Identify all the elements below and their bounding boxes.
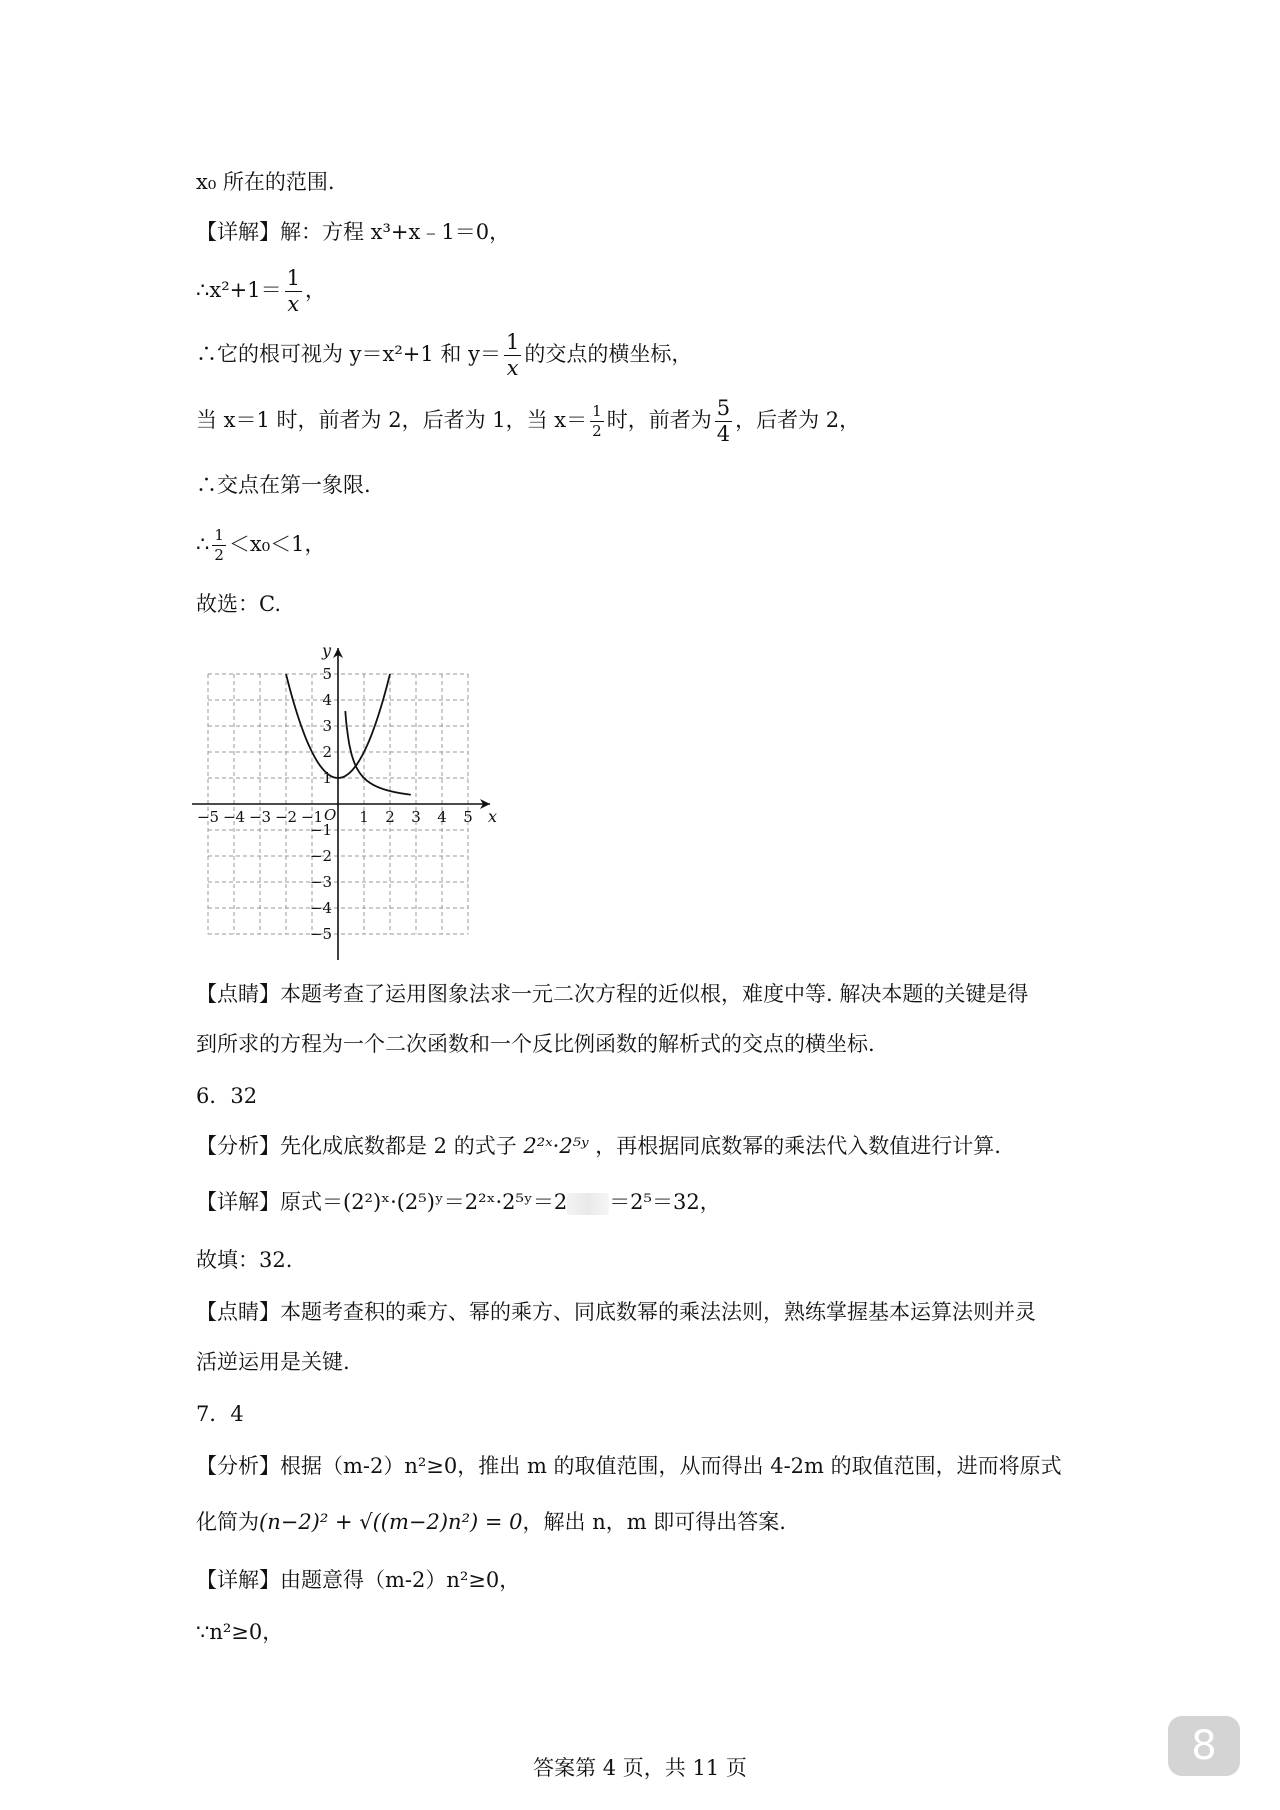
text-line bbox=[196, 1512, 786, 1533]
fraction: $\frac{5}{4}$ bbox=[716, 396, 731, 446]
text-span: ∴它的根可视为 y＝x²+1 和 y＝ bbox=[196, 342, 501, 366]
text-line: 活逆运用是关键. bbox=[196, 1350, 350, 1374]
x-tick-label: 1 bbox=[359, 808, 369, 826]
text-line: 7．4 bbox=[196, 1402, 244, 1426]
text-line bbox=[196, 268, 326, 315]
text-line: 故填：32. bbox=[196, 1248, 293, 1272]
y-tick-label: 2 bbox=[322, 743, 332, 761]
math-expression: (2²)ˣ·(2⁵)ʸ＝2²ˣ·2⁵ʸ＝2 bbox=[343, 1190, 568, 1214]
text-line: 【点睛】本题考查积的乘方、幂的乘方、同底数幂的乘法法则，熟练掌握基本运算法则并灵 bbox=[196, 1300, 1036, 1324]
fraction: $\frac{1}{2}$ bbox=[592, 402, 602, 440]
y-tick-label: −2 bbox=[309, 847, 332, 865]
text-line: 【分析】根据（m-2）n²≥0，推出 m 的取值范围，从而得出 4-2m 的取值范围，进而将原式 bbox=[196, 1454, 1062, 1478]
text-line: 到所求的方程为一个二次函数和一个反比例函数的解析式的交点的横坐标. bbox=[196, 1032, 875, 1056]
x-tick-label: −4 bbox=[222, 808, 246, 826]
text-line: 【详解】解：方程 x³+x﹣1＝0， bbox=[196, 220, 511, 244]
y-tick-label: −1 bbox=[309, 821, 332, 839]
text-line bbox=[196, 1192, 721, 1215]
x-tick-label: −3 bbox=[248, 808, 272, 826]
y-tick-label: 1 bbox=[322, 769, 332, 787]
text-line: ∴交点在第一象限. bbox=[196, 473, 371, 497]
text-line: x₀ 所在的范围. bbox=[196, 170, 335, 194]
y-tick-label: −5 bbox=[309, 925, 332, 943]
fraction: $\frac{1}{x}$ bbox=[286, 266, 300, 316]
text-span: ∴x²+1＝ bbox=[196, 278, 282, 302]
text-line bbox=[196, 528, 326, 563]
math-expression: (n−2)² + √((m−2)n²) = 0 bbox=[259, 1510, 523, 1534]
hyperbola-curve bbox=[345, 711, 411, 795]
text-span: ， bbox=[304, 278, 326, 302]
text-span: ，再根据同底数幂的乘法代入数值进行计算. bbox=[595, 1134, 1001, 1158]
x-axis-label: x bbox=[488, 807, 498, 826]
text-span: 的交点的横坐标， bbox=[524, 342, 693, 366]
x-tick-label: 5 bbox=[463, 808, 473, 826]
fraction: $\frac{1}{x}$ bbox=[505, 330, 520, 380]
text-line: 【详解】由题意得（m-2）n²≥0， bbox=[196, 1568, 521, 1592]
text-span: 当 x＝1 时，前者为 2，后者为 1，当 x＝ bbox=[196, 408, 588, 432]
x-tick-label: 4 bbox=[437, 808, 447, 826]
text-line: ∵n²≥0， bbox=[196, 1620, 284, 1644]
text-line: 6．32 bbox=[196, 1084, 258, 1108]
text-line: 故选：C. bbox=[196, 592, 281, 616]
curves bbox=[286, 674, 411, 795]
text-line bbox=[196, 332, 692, 379]
text-line bbox=[196, 398, 860, 445]
text-span: ＝2⁵＝32， bbox=[609, 1190, 721, 1214]
y-tick-label: −3 bbox=[309, 873, 332, 891]
x-tick-label: 3 bbox=[411, 808, 421, 826]
text-span: ，后者为 2， bbox=[735, 408, 861, 432]
math-expression: 2²ˣ·2⁵ʸ bbox=[523, 1134, 589, 1158]
y-axis-label: y bbox=[322, 641, 332, 660]
fraction: $\frac{1}{2}$ bbox=[214, 526, 224, 564]
text-span: ＜x₀＜1， bbox=[228, 532, 326, 556]
x-tick-label: 2 bbox=[385, 808, 395, 826]
page-badge[interactable]: 8 bbox=[1168, 1716, 1240, 1776]
text-line bbox=[196, 1136, 1001, 1157]
y-tick-label: 3 bbox=[322, 717, 332, 735]
axes bbox=[192, 641, 497, 960]
function-graph bbox=[188, 640, 518, 965]
blurred-exponent bbox=[567, 1193, 609, 1215]
y-tick-label: 4 bbox=[322, 691, 332, 709]
origin-label: O bbox=[324, 806, 337, 824]
page-footer: 答案第 4 页，共 11 页 bbox=[533, 1756, 747, 1780]
y-tick-label: −4 bbox=[309, 899, 332, 917]
y-tick-label: 5 bbox=[322, 665, 332, 683]
x-tick-label: −1 bbox=[300, 808, 324, 826]
text-span: 【详解】原式＝ bbox=[196, 1190, 343, 1214]
x-tick-label: −2 bbox=[274, 808, 298, 826]
text-span: 化简为 bbox=[196, 1510, 259, 1534]
text-span: 【分析】先化成底数都是 2 的式子 bbox=[196, 1134, 517, 1158]
text-span: ，解出 n，m 即可得出答案. bbox=[522, 1510, 786, 1534]
x-tick-label: −5 bbox=[196, 808, 220, 826]
text-span: 时，前者为 bbox=[606, 408, 712, 432]
text-line: 【点睛】本题考查了运用图象法求一元二次方程的近似根，难度中等. 解决本题的关键是得 bbox=[196, 982, 1029, 1006]
text-span: ∴ bbox=[196, 532, 210, 556]
